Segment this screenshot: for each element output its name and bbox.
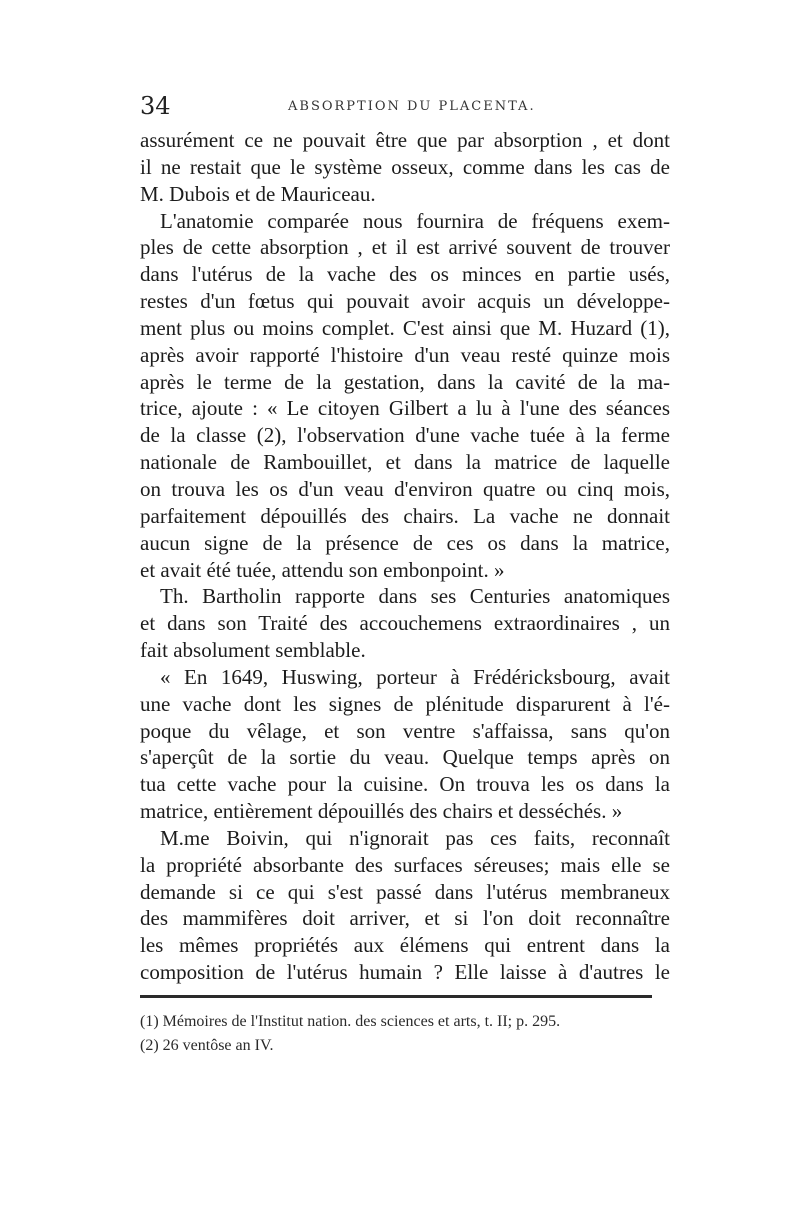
- running-title: ABSORPTION DU PLACENTA.: [288, 99, 536, 114]
- text-line: « En 1649, Huswing, porteur à Frédéricksbourg, avait: [160, 664, 670, 689]
- text-line: ment plus ou moins complet. C'est ainsi que M. Huzard (1),: [140, 315, 670, 340]
- text-line: assurément ce ne pouvait être que par absorption , et dont: [140, 128, 670, 152]
- text-line: demande si ce qui s'est passé dans l'utérus membraneux: [140, 879, 670, 904]
- text-line: M.me Boivin, qui n'ignorait pas ces faits, reconnaît: [160, 825, 670, 850]
- text-line: trice, ajoute : « Le citoyen Gilbert a lu à l'une des séances: [140, 396, 670, 421]
- text-line: et dans son Traité des accouchemens extraordinaires , un: [140, 611, 670, 636]
- text-line: L'anatomie comparée nous fournira de fréquens exem-: [160, 208, 670, 233]
- text-line: restes d'un fœtus qui pouvait avoir acquis un développe-: [140, 289, 670, 314]
- body-text: [140, 127, 670, 986]
- text-line: après avoir rapporté l'histoire d'un veau resté quinze mois: [140, 342, 670, 367]
- text-line: de la classe (2), l'observation d'une vache tuée à la ferme: [140, 423, 670, 448]
- footnote-2: (2) 26 ventôse an IV.: [140, 1037, 274, 1054]
- text-line: aucun signe de la présence de ces os dans la matrice,: [140, 530, 670, 555]
- page-number: 34: [140, 92, 171, 120]
- text-line: on trouva les os d'un veau d'environ quatre ou cinq mois,: [140, 476, 670, 501]
- text-line: tua cette vache pour la cuisine. On trouva les os dans la: [140, 772, 670, 797]
- text-line: poque du vêlage, et son ventre s'affaissa, sans qu'on: [140, 718, 670, 743]
- text-line: et avait été tuée, attendu son embonpoint. »: [140, 557, 505, 582]
- footnotes: [140, 1010, 670, 1058]
- text-line: après le terme de la gestation, dans la cavité de la ma-: [140, 369, 670, 394]
- text-line: il ne restait que le système osseux, comme dans les cas de: [140, 154, 670, 179]
- text-line: composition de l'utérus humain ? Elle laisse à d'autres le: [140, 960, 670, 985]
- footnote-1: (1) Mémoires de l'Institut nation. des sciences et arts, t. II; p. 295.: [140, 1013, 561, 1030]
- page-header: [140, 92, 670, 122]
- text-line: une vache dont les signes de plénitude disparurent à l'é-: [140, 691, 670, 716]
- text-line: des mammifères doit arriver, et si l'on doit reconnaître: [140, 906, 670, 931]
- text-line: Th. Bartholin rapporte dans ses Centuries anatomiques: [160, 584, 670, 609]
- text-line: la propriété absorbante des surfaces séreuses; mais elle se: [140, 852, 670, 877]
- text-line: matrice, entièrement dépouillés des chairs et desséchés. »: [140, 799, 623, 824]
- text-line: dans l'utérus de la vache des os minces en partie usés,: [140, 262, 670, 287]
- text-line: ples de cette absorption , et il est arrivé souvent de trouver: [140, 235, 670, 260]
- text-line: parfaitement dépouillés des chairs. La vache ne donnait: [140, 503, 670, 528]
- text-line: les mêmes propriétés aux élémens qui entrent dans la: [140, 933, 670, 958]
- footnote-rule: [140, 995, 652, 998]
- text-line: M. Dubois et de Mauriceau.: [140, 181, 376, 206]
- text-line: fait absolument semblable.: [140, 638, 366, 663]
- text-line: s'aperçût de la sortie du veau. Quelque temps après on: [140, 745, 670, 770]
- text-line: nationale de Rambouillet, et dans la matrice de laquelle: [140, 450, 670, 475]
